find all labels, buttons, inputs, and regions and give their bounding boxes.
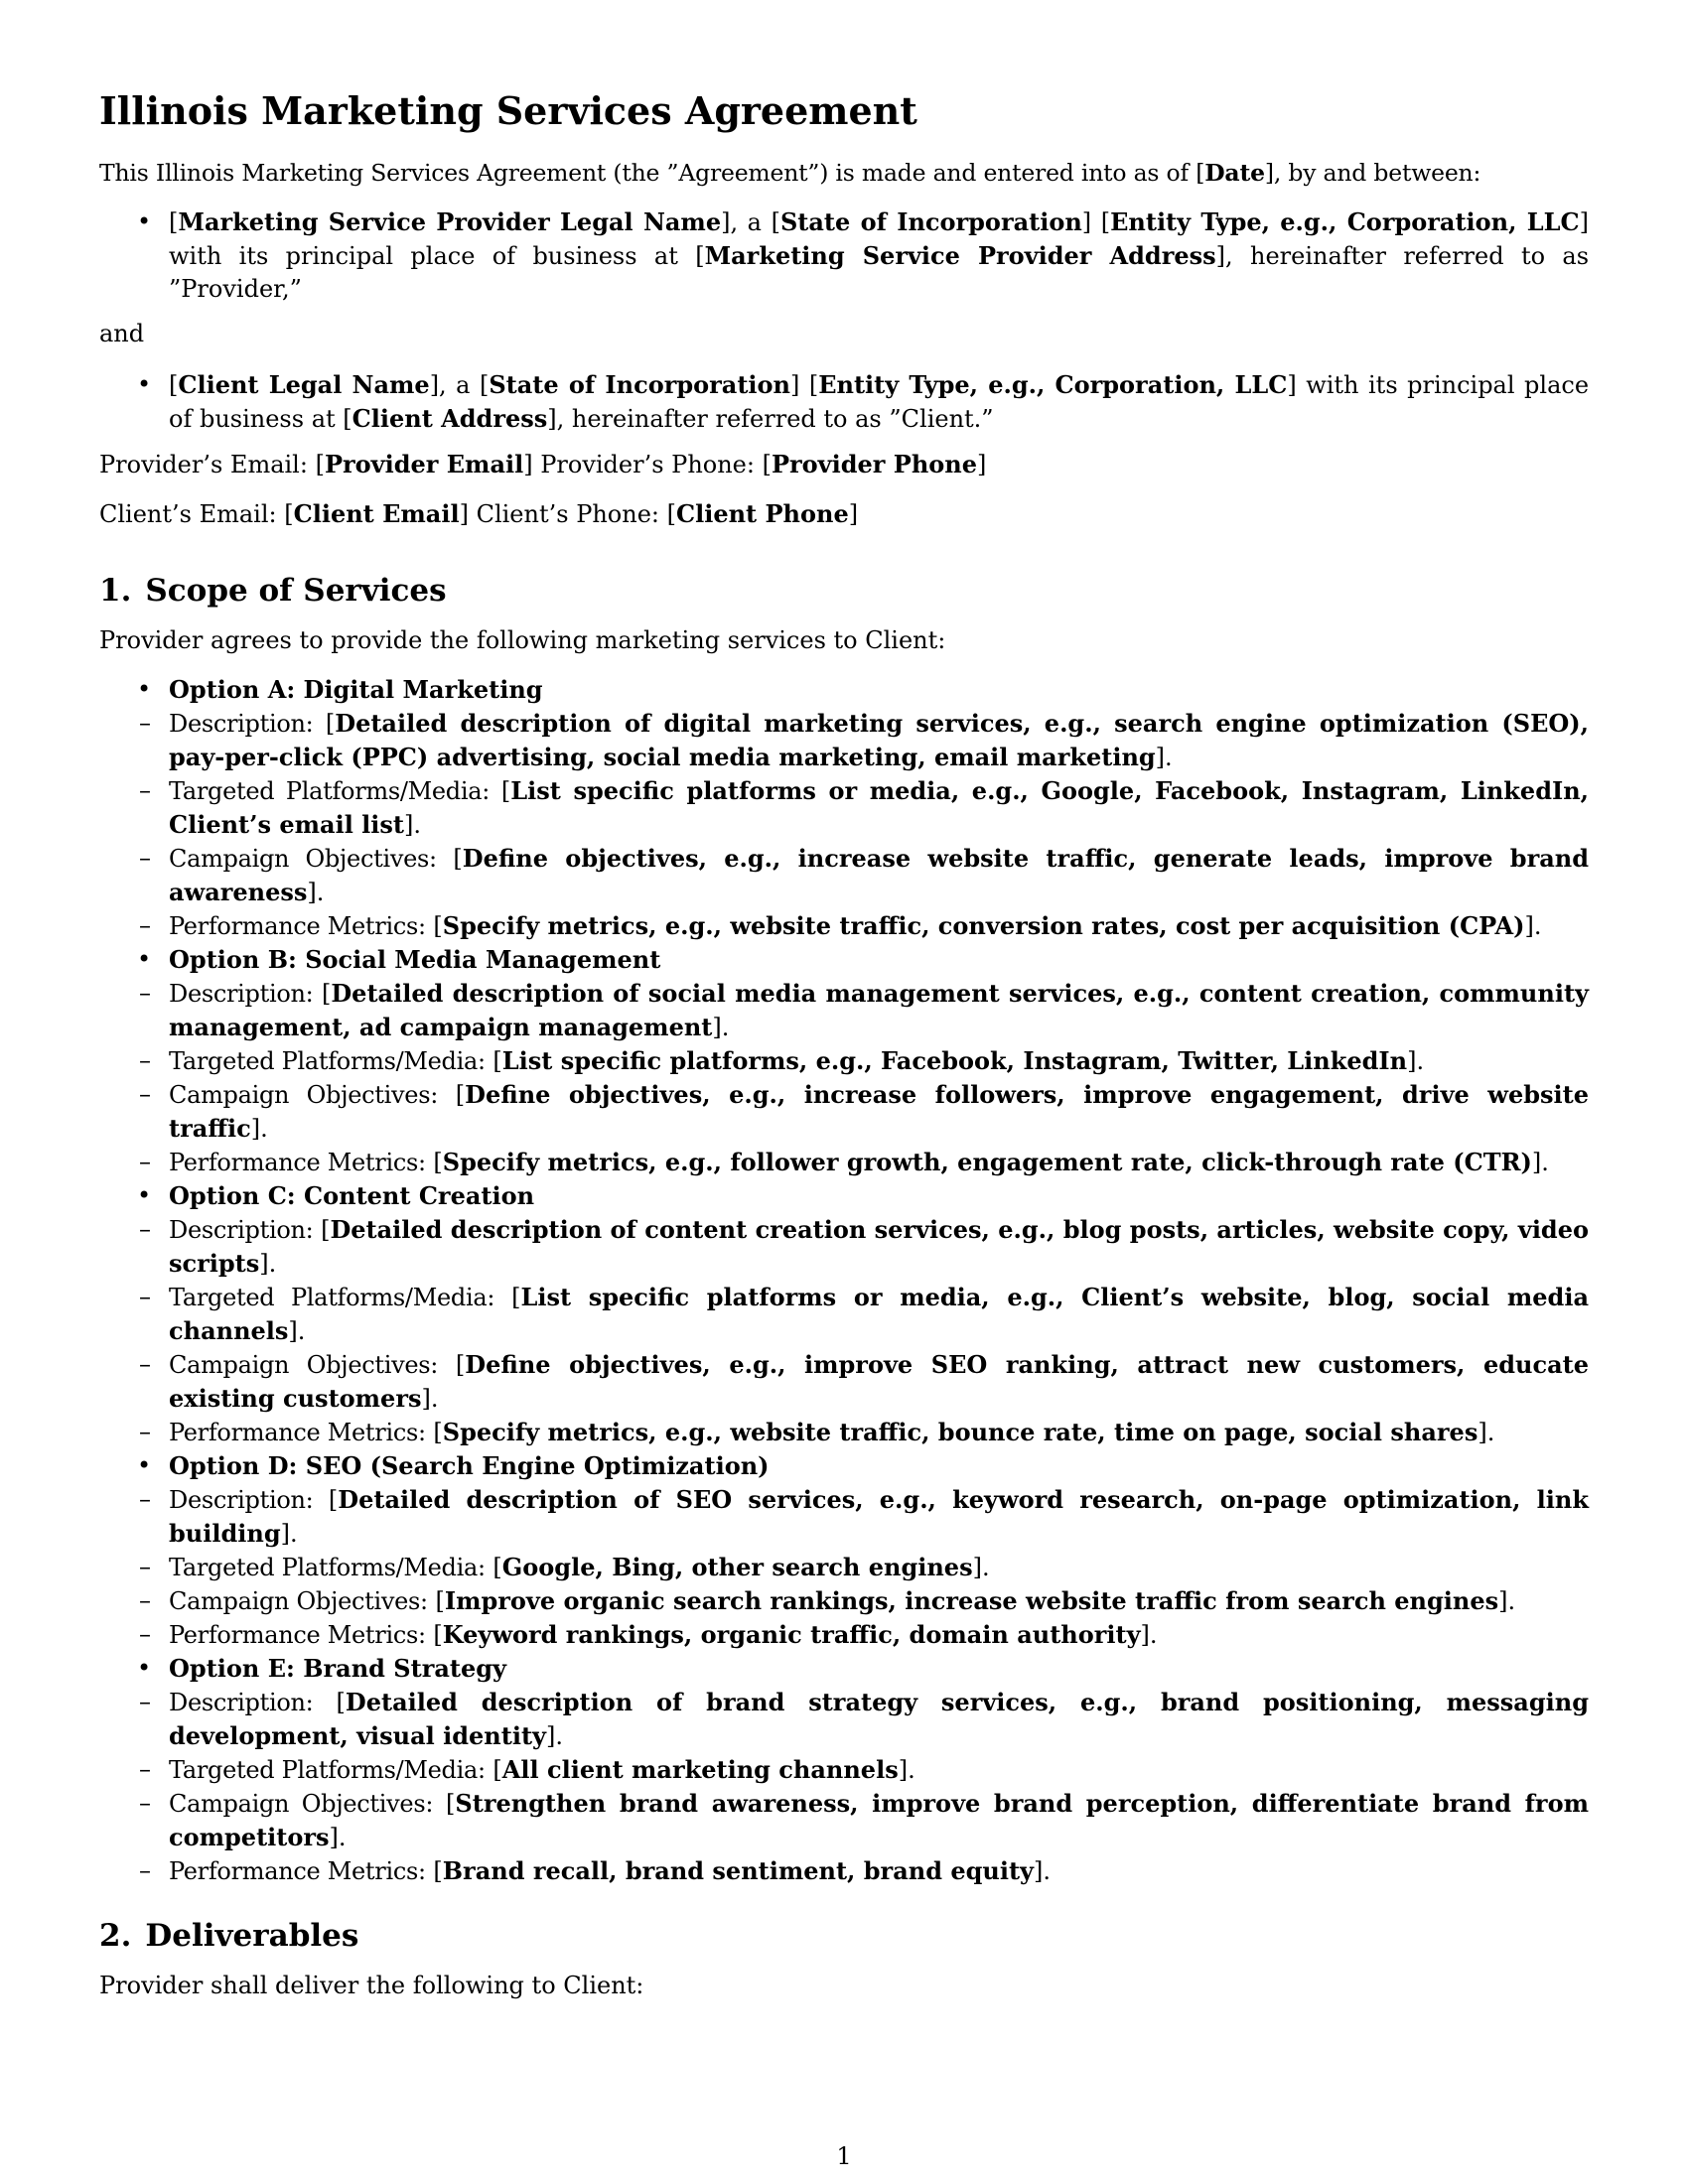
option-detail-item: – Description: [Detailed description of digital marketing services, e.g., search engine optimization (SEO), pay-per-click (PPC) advertising, social media marketing, email marketing]. bbox=[139, 709, 1589, 771]
option-title: Option B: Social Media Management bbox=[169, 945, 661, 974]
detail-label: Description: bbox=[169, 980, 314, 1008]
detail-label: Performance Metrics: bbox=[169, 1149, 426, 1176]
option-details bbox=[139, 1213, 1589, 1449]
option-detail-item: – Targeted Platforms/Media: [List specific platforms, e.g., Facebook, Instagram, Twitter, LinkedIn]. bbox=[139, 1046, 1425, 1075]
client-tail: hereinafter referred to as ”Client.” bbox=[571, 405, 994, 433]
dash-bullet: – bbox=[139, 1789, 151, 1817]
option-detail-item: – Campaign Objectives: [Strengthen brand awareness, improve brand perception, differentiate brand from competitors]. bbox=[139, 1789, 1589, 1851]
dash-bullet: – bbox=[139, 776, 151, 804]
provider-party: • [Marketing Service Provider Legal Name], a [State of Incorporation] [Entity Type, e.g., Corporation, LLC] with its principal place of business at [Marketing Service Provider Address], hereinafter referred to as ”Provider,” bbox=[99, 205, 1589, 306]
detail-label: Targeted Platforms/Media: bbox=[169, 1284, 495, 1311]
option-detail-item: – Performance Metrics: [Specify metrics, e.g., follower growth, engagement rate, click-through rate (CTR)]. bbox=[139, 1148, 1549, 1176]
detail-label: Performance Metrics: bbox=[169, 912, 426, 940]
dash-bullet: – bbox=[139, 1418, 151, 1445]
option-details bbox=[139, 1483, 1589, 1652]
service-option bbox=[99, 943, 1589, 1179]
detail-label: Description: bbox=[169, 710, 314, 738]
option-detail-item: – Campaign Objectives: [Define objectives, e.g., increase website traffic, generate leads, improve brand awareness]. bbox=[139, 844, 1589, 906]
detail-placeholder: Define objectives, e.g., improve SEO ranking, attract new customers, educate existing customers bbox=[169, 1350, 1589, 1413]
section-lead: Provider agrees to provide the following marketing services to Client: bbox=[99, 626, 946, 654]
provider-phone-placeholder: Provider Phone bbox=[771, 450, 978, 478]
detail-label: Targeted Platforms/Media: bbox=[169, 777, 491, 805]
detail-label: Performance Metrics: bbox=[169, 1419, 426, 1446]
option-detail-item: – Description: [Detailed description of brand strategy services, e.g., brand positioning, messaging development, visual identity]. bbox=[139, 1688, 1589, 1750]
detail-label: Campaign Objectives: bbox=[169, 1587, 428, 1615]
option-detail-item: – Campaign Objectives: [Improve organic search rankings, increase website traffic from search engines]. bbox=[139, 1586, 1516, 1615]
dash-bullet: – bbox=[139, 1688, 151, 1715]
detail-placeholder: List specific platforms or media, e.g., Client’s website, blog, social media channels bbox=[169, 1283, 1589, 1345]
detail-label: Campaign Objectives: bbox=[169, 1790, 434, 1818]
section-number: 2. bbox=[99, 1918, 132, 1954]
provider-tail: hereinafter referred to as ”Provider,” bbox=[169, 242, 1590, 303]
section-heading bbox=[99, 571, 1589, 611]
page-number: 1 bbox=[836, 2142, 852, 2170]
client-address-placeholder: Client Address bbox=[352, 404, 548, 433]
detail-label: Performance Metrics: bbox=[169, 1857, 426, 1885]
detail-placeholder: Define objectives, e.g., increase followers, improve engagement, drive website traffic bbox=[169, 1080, 1589, 1143]
service-option bbox=[99, 1652, 1589, 1888]
client-party: • [Client Legal Name], a [State of Incorporation] [Entity Type, e.g., Corporation, LLC] with its principal place of business at [Client Address], hereinafter referred to as ”Client.” bbox=[99, 368, 1589, 436]
provider-name-placeholder: Marketing Service Provider Legal Name bbox=[178, 207, 722, 236]
option-detail-item: – Targeted Platforms/Media: [Google, Bing, other search engines]. bbox=[139, 1553, 990, 1581]
detail-label: Targeted Platforms/Media: bbox=[169, 1756, 486, 1784]
section-deliverables bbox=[99, 1916, 1589, 2002]
detail-placeholder: Brand recall, brand sentiment, brand equity bbox=[442, 1856, 1034, 1885]
section-scope-of-services bbox=[99, 571, 1589, 1888]
detail-label: Description: bbox=[169, 1689, 314, 1716]
option-detail-item: – Targeted Platforms/Media: [List specific platforms or media, e.g., Client’s website, blog, social media channels]. bbox=[139, 1283, 1589, 1345]
client-email-label: Client’s Email: bbox=[99, 500, 277, 528]
dash-bullet: – bbox=[139, 1755, 151, 1783]
provider-email-placeholder: Provider Email bbox=[324, 450, 524, 478]
option-detail-item: – Campaign Objectives: [Define objectives, e.g., increase followers, improve engagement, drive website traffic]. bbox=[139, 1080, 1589, 1143]
provider-email-label: Provider’s Email: bbox=[99, 451, 308, 478]
detail-label: Description: bbox=[169, 1216, 314, 1244]
service-option bbox=[99, 1449, 1589, 1652]
dash-bullet: – bbox=[139, 1485, 151, 1513]
dash-bullet: – bbox=[139, 1856, 151, 1884]
detail-label: Performance Metrics: bbox=[169, 1621, 426, 1649]
dash-bullet: – bbox=[139, 1046, 151, 1074]
option-details bbox=[139, 1686, 1589, 1888]
detail-placeholder: List specific platforms or media, e.g., Google, Facebook, Instagram, LinkedIn, Client’s email list bbox=[169, 776, 1590, 839]
client-phone-label: Client’s Phone: bbox=[476, 500, 659, 528]
detail-placeholder: Detailed description of social media management services, e.g., content creation, community management, ad campaign management bbox=[169, 979, 1589, 1041]
option-details bbox=[139, 707, 1590, 943]
detail-label: Campaign Objectives: bbox=[169, 845, 437, 873]
and-connector: and bbox=[99, 320, 145, 347]
document-title: Illinois Marketing Services Agreement bbox=[99, 88, 917, 133]
option-detail-item: – Description: [Detailed description of content creation services, e.g., blog posts, articles, website copy, video scripts]. bbox=[139, 1215, 1589, 1278]
option-detail-item: – Performance Metrics: [Specify metrics, e.g., website traffic, conversion rates, cost per acquisition (CPA)]. bbox=[139, 911, 1542, 940]
client-party-list bbox=[99, 368, 1589, 436]
option-detail-item: – Description: [Detailed description of SEO services, e.g., keyword research, on-page optimization, link building]. bbox=[139, 1485, 1589, 1548]
detail-placeholder: Improve organic search rankings, increase website traffic from search engines bbox=[444, 1586, 1499, 1615]
provider-entity-placeholder: Entity Type, e.g., Corporation, LLC bbox=[1110, 207, 1580, 236]
dash-bullet: – bbox=[139, 1553, 151, 1580]
detail-placeholder: Detailed description of digital marketing services, e.g., search engine optimization (SEO), pay-per-click (PPC) advertising, social media marketing, email marketing bbox=[169, 709, 1589, 771]
section-number: 1. bbox=[99, 573, 132, 609]
option-title: Option E: Brand Strategy bbox=[169, 1654, 506, 1683]
section-title: Scope of Services bbox=[145, 573, 447, 609]
detail-placeholder: All client marketing channels bbox=[501, 1755, 899, 1784]
dash-bullet: – bbox=[139, 1283, 151, 1310]
section-title: Deliverables bbox=[145, 1918, 359, 1954]
client-phone-placeholder: Client Phone bbox=[676, 499, 849, 528]
detail-placeholder: Detailed description of SEO services, e.g., keyword research, on-page optimization, link building bbox=[169, 1485, 1589, 1548]
option-detail-item: – Targeted Platforms/Media: [All client marketing channels]. bbox=[139, 1755, 915, 1784]
detail-placeholder: List specific platforms, e.g., Facebook, Instagram, Twitter, LinkedIn bbox=[501, 1046, 1408, 1075]
detail-placeholder: Strengthen brand awareness, improve brand perception, differentiate brand from competitors bbox=[169, 1789, 1589, 1851]
provider-party-list bbox=[99, 205, 1589, 306]
client-contact-line: Client’s Email: [Client Email] Client’s Phone: [Client Phone] bbox=[99, 499, 859, 528]
intro-suffix: ], by and between: bbox=[1264, 159, 1481, 187]
service-options-list bbox=[99, 673, 1589, 1888]
provider-contact-line: Provider’s Email: [Provider Email] Provider’s Phone: [Provider Phone] bbox=[99, 450, 987, 478]
detail-placeholder: Specify metrics, e.g., website traffic, conversion rates, cost per acquisition (CPA) bbox=[442, 911, 1525, 940]
date-placeholder: Date bbox=[1204, 159, 1265, 187]
client-entity-placeholder: Entity Type, e.g., Corporation, LLC bbox=[818, 370, 1288, 399]
option-title: Option A: Digital Marketing bbox=[169, 675, 543, 704]
dash-bullet: – bbox=[139, 1350, 151, 1378]
client-state-placeholder: State of Incorporation bbox=[489, 370, 790, 399]
intro-paragraph bbox=[99, 157, 1589, 190]
detail-placeholder: Google, Bing, other search engines bbox=[501, 1553, 973, 1581]
service-option bbox=[99, 1179, 1589, 1449]
option-details bbox=[139, 977, 1589, 1179]
detail-placeholder: Detailed description of brand strategy services, e.g., brand positioning, messaging development, visual identity bbox=[169, 1688, 1589, 1750]
service-option bbox=[99, 673, 1589, 943]
client-name-placeholder: Client Legal Name bbox=[178, 370, 430, 399]
provider-phone-label: Provider’s Phone: bbox=[540, 451, 755, 478]
dash-bullet: – bbox=[139, 1080, 151, 1108]
option-detail-item: – Performance Metrics: [Brand recall, brand sentiment, brand equity]. bbox=[139, 1856, 1051, 1885]
detail-label: Targeted Platforms/Media: bbox=[169, 1554, 486, 1581]
document-page bbox=[99, 87, 1589, 2018]
option-detail-item: – Performance Metrics: [Keyword rankings, organic traffic, domain authority]. bbox=[139, 1620, 1158, 1649]
dash-bullet: – bbox=[139, 1586, 151, 1614]
section-lead: Provider shall deliver the following to Client: bbox=[99, 1972, 644, 1999]
provider-address-placeholder: Marketing Service Provider Address bbox=[704, 241, 1216, 270]
detail-placeholder: Detailed description of content creation services, e.g., blog posts, articles, website copy, video scripts bbox=[169, 1215, 1589, 1278]
detail-label: Targeted Platforms/Media: bbox=[169, 1047, 486, 1075]
dash-bullet: – bbox=[139, 709, 151, 737]
detail-label: Description: bbox=[169, 1486, 314, 1514]
client-email-placeholder: Client Email bbox=[293, 499, 460, 528]
intro-prefix: This Illinois Marketing Services Agreement (the ”Agreement”) is made and entered into as of [ bbox=[99, 159, 1205, 187]
dash-bullet: – bbox=[139, 1620, 151, 1648]
option-detail-item: – Targeted Platforms/Media: [List specific platforms or media, e.g., Google, Facebook, Instagram, LinkedIn, Client’s email list]. bbox=[139, 776, 1590, 839]
detail-placeholder: Define objectives, e.g., increase website traffic, generate leads, improve brand awareness bbox=[169, 844, 1589, 906]
detail-label: Campaign Objectives: bbox=[169, 1081, 438, 1109]
section-heading bbox=[99, 1916, 1589, 1956]
option-title: Option D: SEO (Search Engine Optimization) bbox=[169, 1451, 770, 1480]
option-detail-item: – Performance Metrics: [Specify metrics, e.g., website traffic, bounce rate, time on page, social shares]. bbox=[139, 1418, 1495, 1446]
detail-label: Campaign Objectives: bbox=[169, 1351, 439, 1379]
dash-bullet: – bbox=[139, 1215, 151, 1243]
dash-bullet: – bbox=[139, 979, 151, 1007]
dash-bullet: – bbox=[139, 911, 151, 939]
detail-placeholder: Keyword rankings, organic traffic, domain authority bbox=[442, 1620, 1141, 1649]
option-detail-item: – Description: [Detailed description of social media management services, e.g., content creation, community management, ad campaign management]. bbox=[139, 979, 1589, 1041]
option-detail-item: – Campaign Objectives: [Define objectives, e.g., improve SEO ranking, attract new customers, educate existing customers]. bbox=[139, 1350, 1589, 1413]
dash-bullet: – bbox=[139, 844, 151, 872]
option-title: Option C: Content Creation bbox=[169, 1181, 535, 1210]
detail-placeholder: Specify metrics, e.g., website traffic, bounce rate, time on page, social shares bbox=[442, 1418, 1478, 1446]
dash-bullet: – bbox=[139, 1148, 151, 1175]
provider-state-placeholder: State of Incorporation bbox=[779, 207, 1082, 236]
detail-placeholder: Specify metrics, e.g., follower growth, engagement rate, click-through rate (CTR) bbox=[442, 1148, 1532, 1176]
